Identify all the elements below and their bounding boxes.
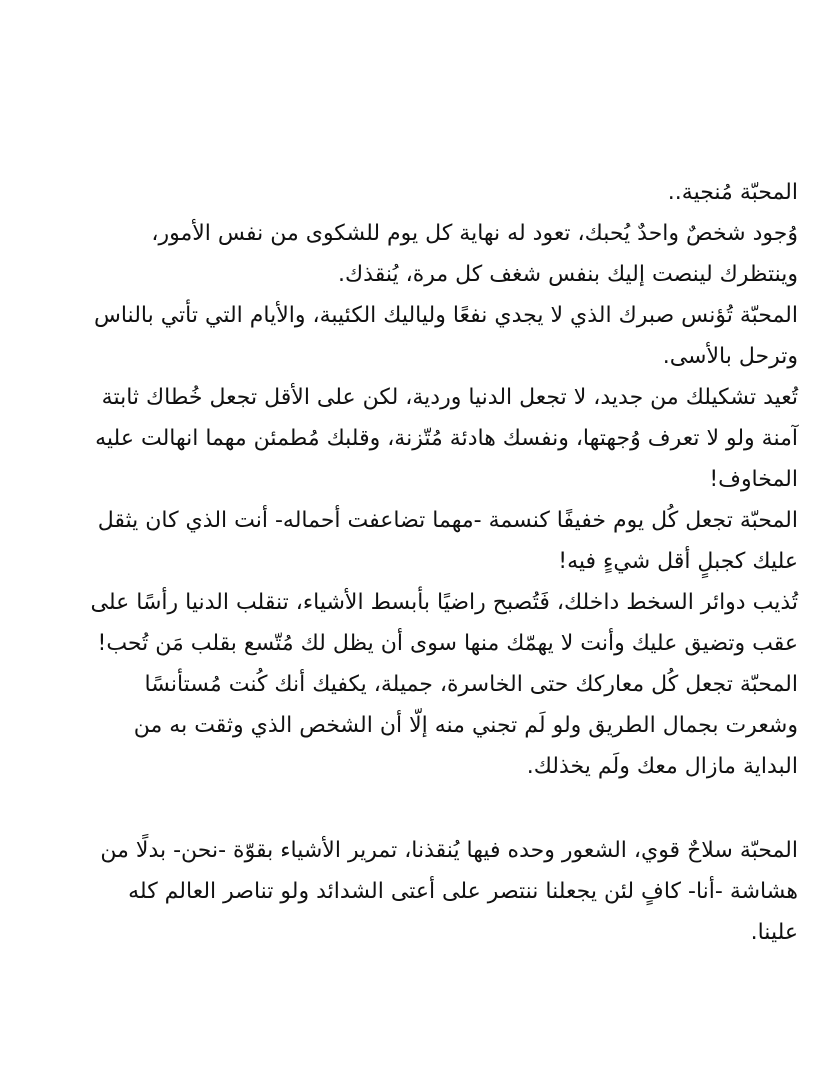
- paragraph-7: المحبّة سلاحٌ قوي، الشعور وحده فيها يُنقذنا، تمرير الأشياء بقوّة -نحن- بدلًا من هشاشة -أنا- كافٍ لئن يجعلنا ننتصر على أعتى الشدائد ولو تناصر العالم كله علينا.: [100, 838, 798, 945]
- paragraph-5: تُذيب دوائر السخط داخلك، فَتُصبح راضيًا بأبسط الأشياء، تنقلب الدنيا رأسًا على عقب وتضيق عليك وأنت لا يهمّك منها سوى أن يظل لك مُتّسع بقلب مَن تُحب!: [90, 590, 798, 656]
- paragraph-2: المحبّة تُؤنس صبرك الذي لا يجدي نفعًا ولياليك الكئيبة، والأيام التي تأتي بالناس وترحل بالأسى.: [94, 303, 798, 369]
- paragraph-3: تُعيد تشكيلك من جديد، لا تجعل الدنيا وردية، لكن على الأقل تجعل خُطاك ثابتة آمنة ولو لا تعرف وُجهتها، ونفسك هادئة مُتّزنة، وقلبك مُطمئن مهما انهالت عليه المخاوف!: [95, 385, 798, 492]
- paragraph-6: المحبّة تجعل كُل معاركك حتى الخاسرة، جميلة، يكفيك أنك كُنت مُستأنسًا وشعرت بجمال الطريق ولو لَم تجني منه إلّا أن الشخص الذي وثقت به من البداية مازال معك ولَم يخذلك.: [133, 672, 798, 779]
- heading-paragraph: المحبّة مُنجية..: [667, 180, 798, 205]
- paragraph-1: وُجود شخصٌ واحدٌ يُحبك، تعود له نهاية كل يوم للشكوى من نفس الأمور، وينتظرك لينصت إليك بنفس شغف كل مرة، يُنقذك.: [151, 221, 798, 287]
- text-section-1: [80, 172, 798, 787]
- paragraph-4: المحبّة تجعل كُل يوم خفيفًا كنسمة -مهما تضاعفت أحماله- أنت الذي كان يثقل عليك كجبلٍ أقل شيءٍ فيه!: [97, 508, 798, 574]
- text-section-2: [80, 830, 798, 953]
